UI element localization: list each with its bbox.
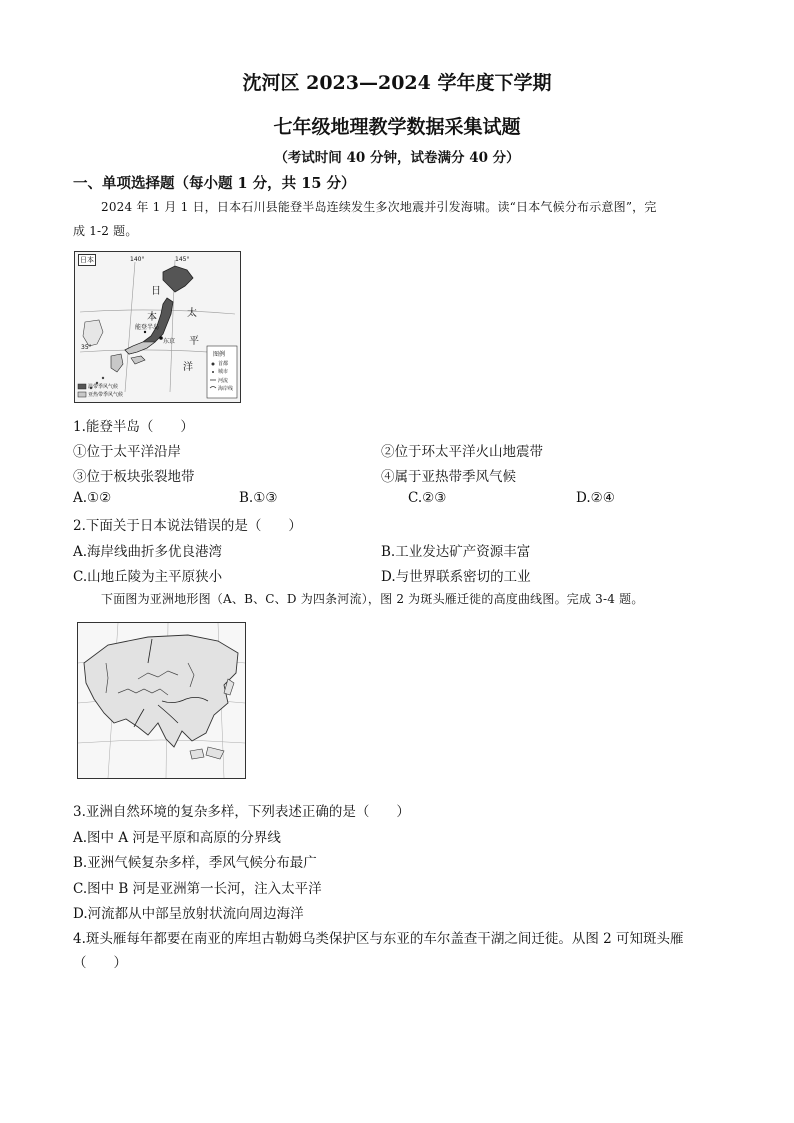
intro-paragraph-2: 下面图为亚洲地形图（A、B、C、D 为四条河流），图 2 为斑头雁迁徙的高度曲线图。完成 3-4 题。	[101, 592, 644, 606]
q1-statement-1: ①位于太平洋沿岸	[73, 444, 181, 460]
map-label-tai: 太	[187, 308, 197, 319]
map-legend-item: 河流	[218, 378, 229, 384]
map-label-ping: 平	[189, 336, 199, 347]
exam-subtitle: （考试时间 40 分钟，试卷满分 40 分）	[274, 150, 520, 166]
map-label-yang: 洋	[183, 362, 193, 373]
q1-choice-d: D.②④	[576, 490, 615, 506]
q1-statement-4: ④属于亚热带季风气候	[381, 469, 516, 485]
question-4-answer-paren: （ ）	[73, 955, 127, 971]
map-climate-legend-item: 亚热带季风气候	[88, 392, 124, 398]
q2-choice-d: D.与世界联系密切的工业	[381, 569, 531, 585]
intro-paragraph-line2: 成 1-2 题。	[73, 224, 138, 238]
q1-statement-2: ②位于环太平洋火山地震带	[381, 444, 543, 460]
q2-choice-c: C.山地丘陵为主平原狭小	[73, 569, 223, 585]
japan-climate-map	[74, 251, 241, 403]
map-label-ben: 本	[147, 312, 157, 323]
q2-choice-b: B.工业发达矿产资源丰富	[381, 544, 531, 560]
section-heading: 一、单项选择题（每小题 1 分，共 15 分）	[73, 175, 356, 192]
q3-choice-a: A.图中 A 河是平原和高原的分界线	[73, 830, 281, 846]
q1-statement-3: ③位于板块张裂地带	[73, 469, 195, 485]
question-1-stem: 1.能登半岛（ ）	[73, 419, 194, 435]
q3-choice-c: C.图中 B 河是亚洲第一长河，注入太平洋	[73, 881, 322, 897]
asia-terrain-map	[77, 622, 246, 779]
q1-choice-a: A.①②	[73, 490, 112, 506]
map-legend-title: 图例	[213, 351, 226, 358]
map-legend-item: 首都	[218, 361, 229, 367]
asia-map-graphic	[78, 623, 245, 778]
map-legend-item: 海岸线	[218, 386, 234, 392]
q1-choice-c: C.②③	[408, 490, 447, 506]
q3-choice-d: D.河流都从中部呈放射状流向周边海洋	[73, 906, 304, 922]
map-legend-item: 城市	[218, 369, 229, 375]
map-label-ri: 日	[151, 286, 161, 297]
map-box-label: 日本	[80, 256, 94, 264]
map-climate-legend-item: 温带季风气候	[88, 384, 119, 390]
exam-title-line1: 沈河区 2023—2024 学年度下学期	[242, 72, 552, 94]
map-label-nengdeng: 能登半岛	[135, 324, 160, 331]
q2-choice-a: A.海岸线曲折多优良港湾	[73, 544, 223, 560]
map-label-lon1: 140°	[130, 256, 145, 263]
map-label-lat: 35°	[81, 344, 92, 351]
q3-choice-b: B.亚洲气候复杂多样，季风气候分布最广	[73, 855, 317, 871]
map-label-lon2: 145°	[175, 256, 190, 263]
intro-paragraph-line1: 2024 年 1 月 1 日，日本石川县能登半岛连续发生多次地震并引发海啸。读“日本气候分布示意图”，完	[101, 200, 657, 214]
question-3-stem: 3.亚洲自然环境的复杂多样，下列表述正确的是（ ）	[73, 804, 410, 820]
q1-choice-b: B.①③	[239, 490, 278, 506]
question-4-stem: 4.斑头雁每年都要在南亚的库坦古勒姆乌类保护区与东亚的车尔盖查干湖之间迁徙。从图 2 可知斑头雁	[73, 931, 684, 947]
map-label-dongjing: 东京	[163, 338, 176, 345]
exam-title-line2: 七年级地理教学数据采集试题	[273, 116, 521, 138]
question-2-stem: 2.下面关于日本说法错误的是（ ）	[73, 518, 302, 534]
